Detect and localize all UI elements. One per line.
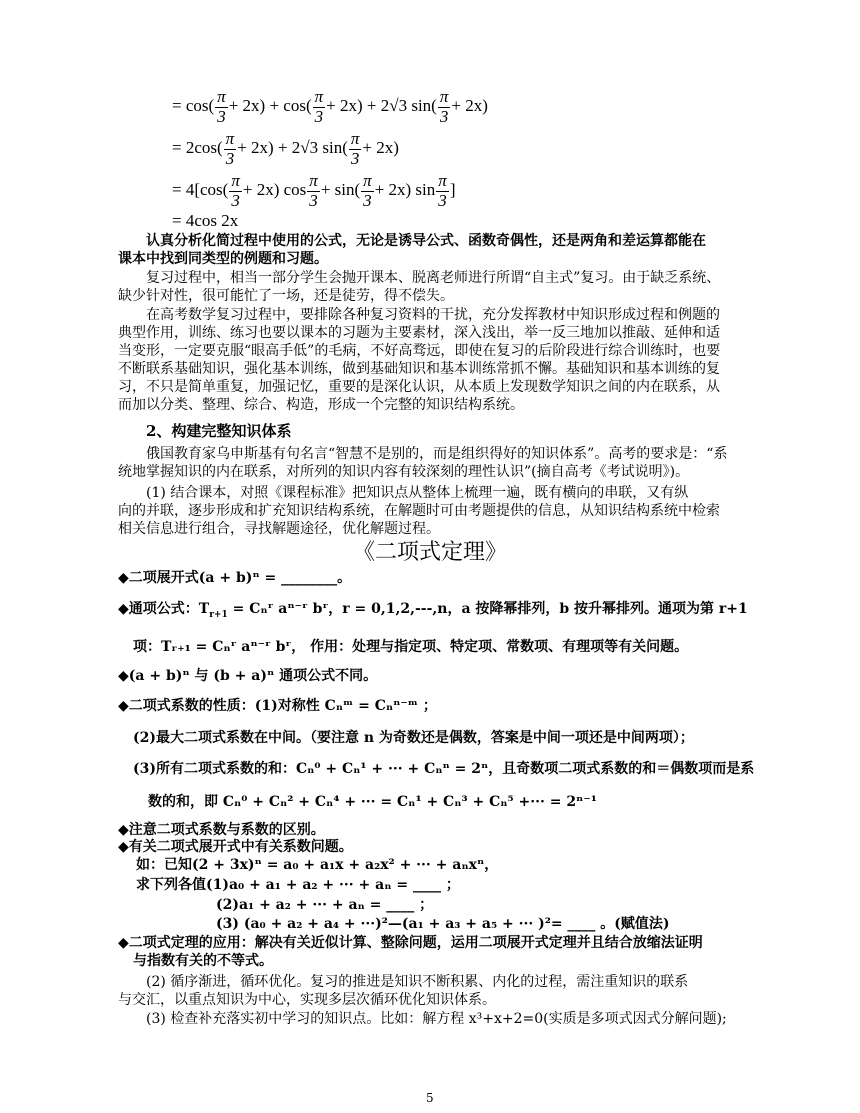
- math-line-1: = cos( $\frac{\pi}{3}$ + 2x) + cos( $\frac{\pi}{3}$ + 2x) + 2√3 sin( $\frac{\pi}{3}$ + 2x): [172, 87, 488, 126]
- bullet-application: ◆二项式定理的应用：解决有关近似计算、整除问题，运用二项展开式定理并且结合放缩法证明: [118, 935, 703, 951]
- bullet-application-cont: 与指数有关的不等式。: [133, 953, 273, 969]
- property-sum: (3)所有二项式系数的和：Cₙ⁰ + Cₙ¹ + ··· + Cₙⁿ = 2ⁿ，且奇数项二项式系数的和＝偶数项而是系: [133, 761, 755, 777]
- para5-line-2: 向的并联，逐步形成和扩充知识结构系统，在解题时可由考题提供的信息，从知识结构系统中检索: [118, 503, 720, 519]
- bullet-expansion: ◆二项展开式(a + b)ⁿ = ________。: [118, 570, 352, 586]
- math-line-2: = 2cos( $\frac{\pi}{3}$ + 2x) + 2√3 sin( $\frac{\pi}{3}$ + 2x): [172, 129, 399, 168]
- page-number: 5: [426, 1091, 434, 1105]
- example-q1: 求下列各值(1)a₀ + a₁ + a₂ + ··· + aₙ = ____ ；: [136, 877, 460, 893]
- para4-line-1: 俄国教育家乌申斯基有句名言“智慧不是别的，而是组织得好的知识体系”。高考的要求是：“系: [146, 446, 728, 462]
- para6-line-1: (2) 循序渐进，循环优化。复习的推进是知识不断积累、内化的过程，需注重知识的联系: [146, 974, 689, 990]
- para3-line-5: 习，不只是简单重复，加强记忆，重要的是深化认识，从本质上发现数学知识之间的内在联系，从: [118, 379, 720, 395]
- example-q3: (3) (a₀ + a₂ + a₄ + ···)²—(a₁ + a₃ + a₅ + ··· )²= ____ 。(赋值法): [216, 916, 670, 932]
- para4-line-2: 统地掌握知识的内在联系，对所列的知识内容有较深刻的理性认识”(摘自高考《考试说明》)。: [118, 464, 690, 480]
- example-q2: (2)a₁ + a₂ + ··· + aₙ = ____ ；: [216, 897, 434, 913]
- para3-line-2: 典型作用，训练、练习也要以课本的习题为主要素材，深入浅出，举一反三地加以推敲、延伸和适: [118, 325, 720, 341]
- math-line-4: = 4cos 2x: [172, 211, 239, 230]
- para5-line-1: (1) 结合课本，对照《课程标准》把知识点从整体上梳理一遍，既有横向的串联，又有纵: [146, 485, 689, 501]
- para3-line-6: 而加以分类、整理、综合、构造，形成一个完整的知识结构系统。: [118, 397, 524, 413]
- example-given: 如：已知(2 + 3x)ⁿ = a₀ + a₁x + a₂x² + ··· + aₙxⁿ，: [136, 857, 499, 873]
- para1-line-1: 认真分析化简过程中使用的公式，无论是诱导公式、函数奇偶性，还是两角和差运算都能在: [146, 233, 706, 249]
- para3-line-1: 在高考数学复习过程中，要排除各种复习资料的干扰，充分发挥教材中知识形成过程和例题的: [146, 307, 720, 323]
- bullet-distinction: ◆注意二项式系数与系数的区别。: [118, 822, 325, 838]
- bullet-coefficient: ◆有关二项式展开式中有关系数问题。: [118, 839, 353, 855]
- para5-line-3: 相关信息进行组合，寻找解题途径，优化解题过程。: [118, 521, 440, 537]
- para3-line-4: 不断联系基础知识，强化基本训练，做到基础知识和基本训练常抓不懈。基础知识和基本训练的复: [118, 361, 720, 377]
- para6-line-3: (3) 检查补充落实初中学习的知识点。比如：解方程 x³+x+2=0(实质是多项式因式分解问题);: [146, 1011, 727, 1027]
- property-max: (2)最大二项式系数在中间。（要注意 n 为奇数还是偶数，答案是中间一项还是中间两项）；: [133, 730, 694, 746]
- para1-line-2: 课本中找到同类型的例题和习题。: [118, 251, 328, 267]
- bullet-order: ◆(a + b)ⁿ 与 (b + a)ⁿ 通项公式不同。: [118, 668, 378, 684]
- bullet-general-term: ◆通项公式：$T_{r+1}$ = Cₙʳ aⁿ⁻ʳ bʳ，r = 0,1,2,---,n，a 按降幂排列，b 按升幂排列。通项为第 r+1: [118, 601, 748, 620]
- section-title: 《二项式定理》: [352, 540, 507, 565]
- para2-line-1: 复习过程中，相当一部分学生会抛开课本、脱离老师进行所谓“自主式”复习。由于缺乏系统、: [146, 270, 721, 286]
- para6-line-2: 与交汇，以重点知识为中心，实现多层次循环优化知识体系。: [118, 992, 496, 1008]
- para2-line-2: 缺少针对性，很可能忙了一场，还是徒劳，得不偿失。: [118, 288, 454, 304]
- bullet-general-term-cont: 项：Tᵣ₊₁ = Cₙʳ aⁿ⁻ʳ bʳ， 作用：处理与指定项、特定项、常数项、有理项等有关问题。: [133, 639, 689, 655]
- para3-line-3: 当变形，一定要克服“眼高手低”的毛病，不好高骛远，即使在复习的后阶段进行综合训练时，也要: [118, 343, 721, 359]
- math-line-3: = 4[cos( $\frac{\pi}{3}$ + 2x) cos $\frac{\pi}{3}$ + sin( $\frac{\pi}{3}$ + 2x) sin $\frac{\pi}{3}$ ]: [172, 171, 456, 210]
- property-sum-cont: 数的和，即 Cₙ⁰ + Cₙ² + Cₙ⁴ + ··· = Cₙ¹ + Cₙ³ + Cₙ⁵ +··· = 2ⁿ⁻¹: [148, 794, 597, 810]
- bullet-properties: ◆二项式系数的性质：(1)对称性 Cₙᵐ = Cₙⁿ⁻ᵐ ；: [118, 698, 437, 714]
- section-heading: 2、构建完整知识体系: [146, 422, 292, 440]
